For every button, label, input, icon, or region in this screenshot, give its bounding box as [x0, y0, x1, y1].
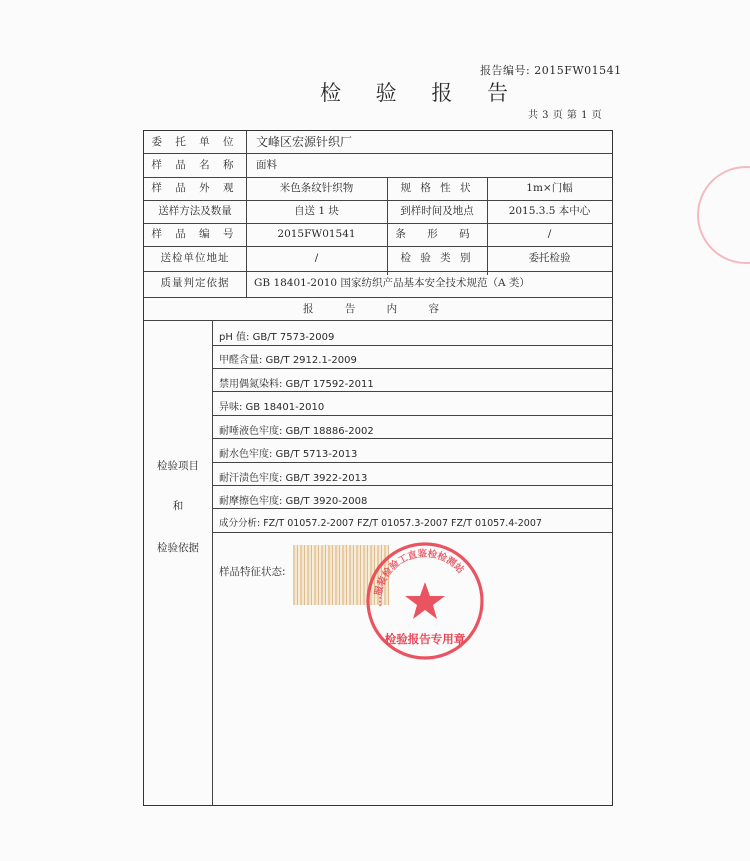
basis-label: 质量判定依据 [160, 277, 230, 289]
sample-name-label: 样 品 名 称 [151, 159, 239, 171]
test-item: 禁用偶氮染料: GB/T 17592-2011 [219, 379, 374, 390]
sample-status-label: 样品特征状态: [219, 566, 286, 578]
test-item: 耐汗渍色牢度: GB/T 3922-2013 [219, 473, 368, 484]
star-icon [405, 582, 445, 619]
report-number-label: 报告编号: [480, 64, 531, 77]
test-item: pH 值: GB/T 7573-2009 [219, 332, 335, 343]
sample-name-value: 面料 [256, 159, 277, 171]
basis-value: GB 18401-2010 国家纺织产品基本安全技术规范（A 类） [254, 277, 530, 289]
barcode-label: 条 形 码 [395, 228, 479, 240]
sender-address-value: / [314, 252, 319, 264]
test-item: 异味: GB 18401-2010 [219, 402, 325, 413]
official-stamp [364, 540, 486, 662]
test-item: 耐唾液色牢度: GB/T 18886-2002 [219, 426, 374, 437]
test-item: 耐摩擦色牢度: GB/T 3920-2008 [219, 496, 368, 507]
test-item: 耐水色牢度: GB/T 5713-2013 [219, 449, 358, 460]
report-number-value: 2015FW01541 [534, 64, 622, 77]
arrival-label: 到样时间及地点 [400, 205, 474, 217]
items-label: 检验项目 [157, 460, 199, 472]
test-type-value: 委托检验 [528, 252, 571, 264]
content-header: 报 告 内 容 [302, 303, 453, 315]
spec-value: 1m×门幅 [526, 182, 573, 194]
client-label: 委 托 单 位 [151, 136, 239, 148]
delivery-label: 送样方法及数量 [158, 205, 232, 217]
report-form [143, 130, 613, 806]
sample-no-label: 样 品 编 号 [151, 228, 239, 240]
stamp-arc-text: ...服装检验工直鉴检检测站 [372, 548, 466, 608]
appearance-value: 米色条纹针织物 [279, 182, 354, 194]
report-number [480, 62, 622, 78]
stamp-bottom-text: 检验报告专用章 [384, 632, 466, 646]
document-title: 检 验 报 告 [320, 81, 523, 105]
items-label-and: 和 [172, 500, 184, 512]
test-item: 甲醛含量: GB/T 2912.1-2009 [219, 355, 357, 366]
sender-address-label: 送检单位地址 [160, 252, 230, 264]
arrival-value: 2015.3.5 本中心 [508, 205, 591, 217]
appearance-label: 样 品 外 观 [151, 182, 239, 194]
sample-no-value: 2015FW01541 [277, 228, 356, 240]
test-type-label: 检 验 类 别 [400, 252, 474, 264]
page-info: 共 3 页 第 1 页 [528, 110, 603, 121]
spec-label: 规 格 性 状 [400, 182, 474, 194]
delivery-value: 自送 1 块 [294, 205, 339, 217]
edge-stamp-fragment [686, 160, 750, 270]
basis-items-label: 检验依据 [157, 542, 199, 554]
client-value: 文峰区宏源针织厂 [256, 135, 353, 149]
test-item: 成分分析: FZ/T 01057.2-2007 FZ/T 01057.3-2007 FZ/T 01057.4-2007 [219, 518, 542, 529]
barcode-value: / [547, 228, 552, 240]
